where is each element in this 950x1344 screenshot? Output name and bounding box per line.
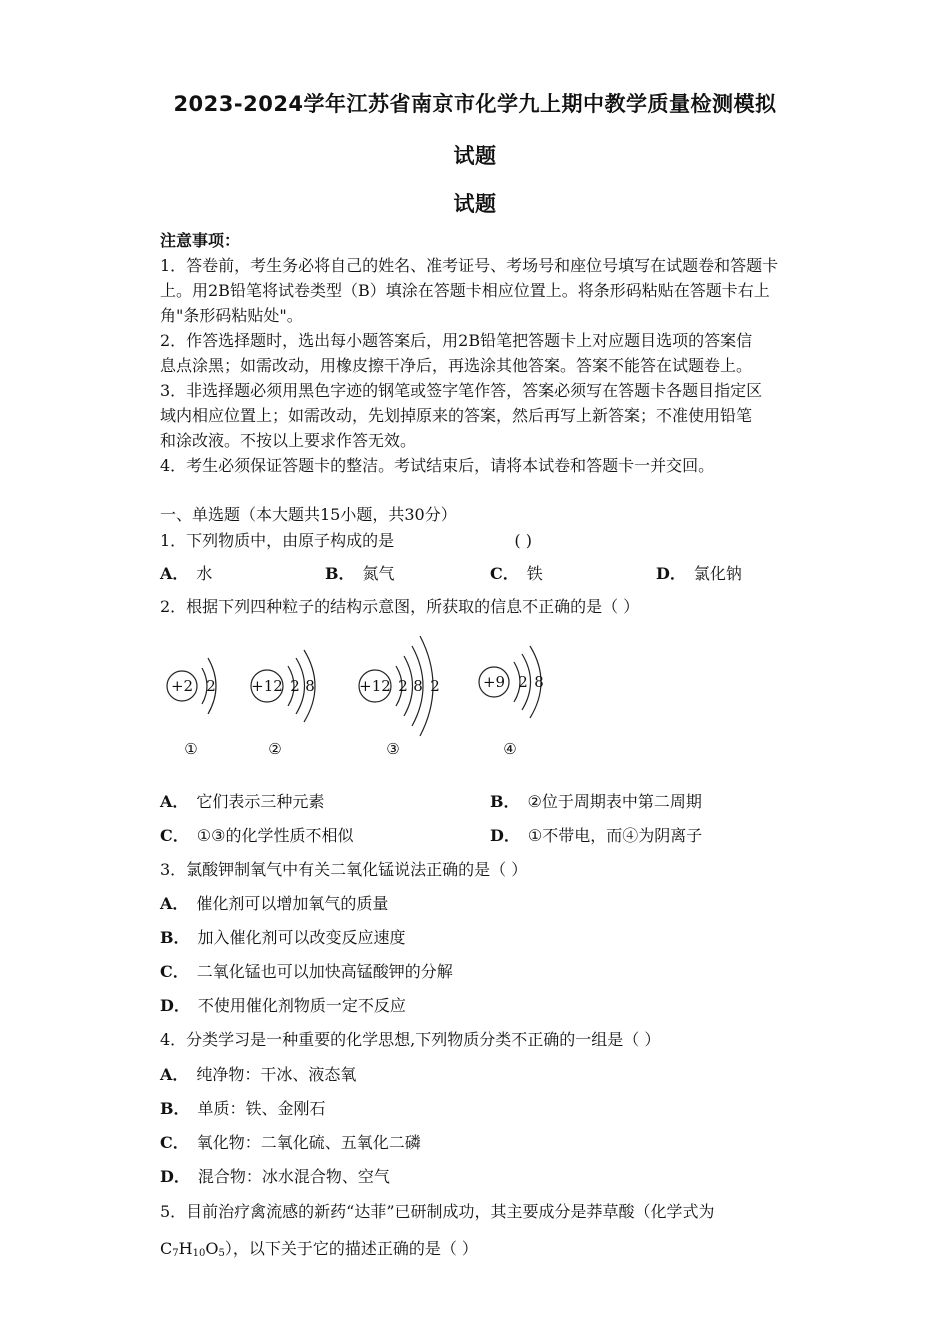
notice-line: 1．答卷前，考生务必将自己的姓名、准考证号、考场号和座位号填写在试题卷和答题卡 — [160, 256, 779, 275]
formula-subscript: 10 — [192, 1248, 206, 1259]
question-3-stem: 3．氯酸钾制氧气中有关二氧化锰说法正确的是（ ） — [160, 860, 528, 879]
option-label: A． — [160, 792, 189, 811]
option-text: 二氧化锰也可以加快高锰酸钾的分解 — [196, 962, 453, 981]
option-label: A． — [160, 564, 189, 583]
q2-option-c[interactable] — [160, 823, 353, 846]
option-text: 混合物：冰水混合物、空气 — [197, 1167, 390, 1186]
notice-line: 和涂改液。不按以上要求作答无效。 — [160, 431, 417, 450]
shell-electrons: 2 — [518, 673, 528, 691]
option-text: 氯化钠 — [693, 564, 742, 583]
option-text: ②位于周期表中第二周期 — [527, 792, 702, 811]
q4-option-b[interactable] — [160, 1096, 326, 1119]
notice-line: 2．作答选择题时，选出每小题答案后，用2B铅笔把答题卡上对应题目选项的答案信 — [160, 331, 753, 350]
option-label: D． — [656, 564, 686, 583]
q4-option-c[interactable] — [160, 1130, 421, 1153]
option-text: 加入催化剂可以改变反应速度 — [197, 928, 406, 947]
option-label: D． — [160, 996, 190, 1015]
option-label: C． — [490, 564, 519, 583]
question-stem-text: ），以下关于它的描述正确的是（ ） — [224, 1239, 478, 1258]
notice-line: 4．考生必须保证答题卡的整洁。考试结束后，请将本试卷和答题卡一并交回。 — [160, 456, 715, 475]
particle-index: ④ — [503, 740, 517, 758]
q4-option-a[interactable] — [160, 1062, 356, 1085]
notice-line: 3．非选择题必须用黑色字迹的钢笔或签字笔作答，答案必须写在答题卡各题目指定区 — [160, 381, 763, 400]
page-title-line2: 试题 — [453, 144, 497, 168]
chemical-formula — [160, 1239, 225, 1258]
shell-electrons: 8 — [305, 677, 315, 695]
q3-option-a[interactable] — [160, 891, 388, 914]
formula-subscript: 5 — [218, 1248, 225, 1259]
notice-line: 息点涂黑；如需改动，用橡皮擦干净后，再选涂其他答案。答案不能答在试题卷上。 — [160, 356, 753, 375]
q3-option-b[interactable] — [160, 925, 406, 948]
question-2-stem: 2．根据下列四种粒子的结构示意图，所获取的信息不正确的是（ ） — [160, 597, 640, 616]
q1-option-b[interactable] — [325, 561, 395, 584]
notice-line: 角"条形码粘贴处"。 — [160, 306, 303, 325]
q2-option-b[interactable] — [490, 789, 702, 812]
question-stem-text: 1．下列物质中，由原子构成的是 — [160, 531, 395, 550]
notice-line: 域内相应位置上；如需改动，先划掉原来的答案，然后再写上新答案；不准使用铅笔 — [160, 406, 753, 425]
option-text: 它们表示三种元素 — [196, 792, 325, 811]
shell-electrons: 2 — [430, 677, 440, 695]
particle-index: ② — [268, 740, 282, 758]
answer-paren: ( ) — [514, 531, 532, 550]
option-text: 催化剂可以增加氧气的质量 — [196, 894, 389, 913]
option-label: A． — [160, 1065, 189, 1084]
formula-element: C — [160, 1239, 173, 1258]
formula-element: H — [178, 1239, 193, 1258]
q1-option-c[interactable] — [490, 561, 543, 584]
page-title: 2023-2024学年江苏省南京市化学九上期中教学质量检测模拟 — [173, 92, 777, 116]
option-label: B． — [490, 792, 520, 811]
particle-index: ③ — [386, 740, 400, 758]
option-text: ①③的化学性质不相似 — [196, 826, 354, 845]
option-label: C． — [160, 826, 189, 845]
formula-subscript: 7 — [172, 1248, 179, 1259]
question-1-stem — [160, 528, 532, 551]
q3-option-d[interactable] — [160, 993, 406, 1016]
option-text: ①不带电，而④为阴离子 — [527, 826, 703, 845]
q2-option-a[interactable] — [160, 789, 324, 812]
shell-electrons: 8 — [413, 677, 423, 695]
q4-option-d[interactable] — [160, 1164, 390, 1187]
nucleus-charge: +9 — [482, 673, 506, 691]
nucleus-charge: +12 — [251, 677, 283, 695]
question-5-stem-cont — [160, 1236, 478, 1259]
nucleus-charge: +2 — [170, 677, 194, 695]
option-text: 氮气 — [362, 564, 395, 583]
question-5-stem: 5．目前治疗禽流感的新药“达菲”已研制成功，其主要成分是莽草酸（化学式为 — [160, 1202, 715, 1221]
q2-option-d[interactable] — [490, 823, 702, 846]
option-text: 单质：铁、金刚石 — [197, 1099, 326, 1118]
page-subtitle: 试题 — [453, 192, 497, 216]
option-label: B． — [325, 564, 355, 583]
notice-line: 上。用2B铅笔将试卷类型（B）填涂在答题卡相应位置上。将条形码粘贴在答题卡右上 — [160, 281, 770, 300]
shell-electrons: 2 — [398, 677, 408, 695]
shell-electrons: 2 — [290, 677, 300, 695]
option-text: 水 — [196, 564, 213, 583]
q3-option-c[interactable] — [160, 959, 453, 982]
notice-heading: 注意事项： — [160, 231, 241, 250]
question-4-stem: 4．分类学习是一种重要的化学思想,下列物质分类不正确的一组是（ ） — [160, 1030, 661, 1049]
option-text: 纯净物：干冰、液态氧 — [196, 1065, 357, 1084]
option-label: B． — [160, 1099, 190, 1118]
q1-option-a[interactable] — [160, 561, 212, 584]
option-label: D． — [490, 826, 520, 845]
q1-option-d[interactable] — [656, 561, 742, 584]
option-text: 铁 — [526, 564, 543, 583]
formula-element: O — [205, 1239, 219, 1258]
option-label: A． — [160, 894, 189, 913]
particle-index: ① — [184, 740, 198, 758]
option-label: B． — [160, 928, 190, 947]
option-text: 氧化物：二氧化硫、五氧化二磷 — [196, 1133, 421, 1152]
shell-electrons: 8 — [534, 673, 544, 691]
section-heading: 一、单选题（本大题共15小题，共30分） — [160, 505, 457, 524]
atomic-structure-diagrams — [150, 630, 570, 770]
option-label: C． — [160, 962, 189, 981]
option-label: C． — [160, 1133, 189, 1152]
shell-electrons: 2 — [206, 677, 216, 695]
option-label: D． — [160, 1167, 190, 1186]
option-text: 不使用催化剂物质一定不反应 — [197, 996, 406, 1015]
nucleus-charge: +12 — [359, 677, 391, 695]
